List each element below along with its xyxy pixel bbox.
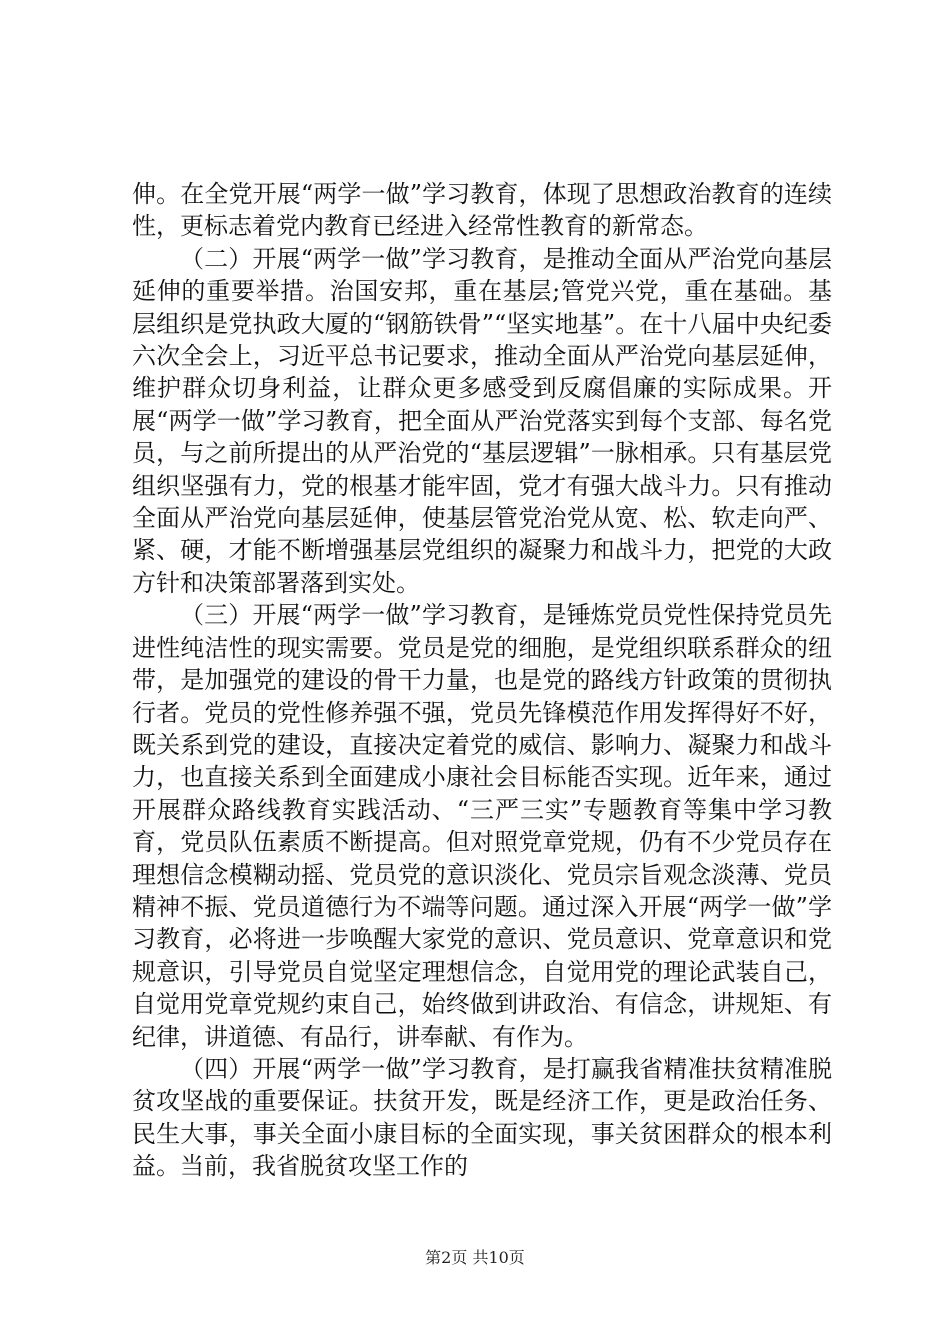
paragraph-continuation: 伸。在全党开展“两学一做”学习教育，体现了思想政治教育的连续性，更标志着党内教育已经进入经常性教育的新常态。	[132, 180, 832, 241]
paragraph-section-4: （四）开展“两学一做”学习教育，是打赢我省精准扶贫精准脱贫攻坚战的重要保证。扶贫开发，既是经济工作，更是政治任务、民生大事，事关全面小康目标的全面实现，事关贫困群众的根本利益。当前，我省脱贫攻坚工作的	[132, 1054, 832, 1181]
paragraph-section-2: （二）开展“两学一做”学习教育，是推动全面从严治党向基层延伸的重要举措。治国安邦，重在基层;管党兴党，重在基础。基层组织是党执政大厦的“钢筋铁骨”“坚实地基”。在十八届中央纪委六次全会上，习近平总书记要求，推动全面从严治党向基层延伸，维护群众切身利益，让群众更多感受到反腐倡廉的实际成果。开展“两学一做”学习教育，把全面从严治党落实到每个支部、每名党员，与之前所提出的从严治党的“基层逻辑”一脉相承。只有基层党组织坚强有力，党的根基才能牢固，党才有强大战斗力。只有推动全面从严治党向基层延伸，使基层管党治党从宽、松、软走向严、紧、硬，才能不断增强基层党组织的凝聚力和战斗力，把党的大政方针和决策部署落到实处。	[132, 244, 832, 597]
document-body	[132, 178, 832, 1183]
paragraph-section-3: （三）开展“两学一做”学习教育，是锤炼党员党性保持党员先进性纯洁性的现实需要。党员是党的细胞，是党组织联系群众的纽带，是加强党的建设的骨干力量，也是党的路线方针政策的贯彻执行者。党员的党性修养强不强，党员先锋模范作用发挥得好不好，既关系到党的建设，直接决定着党的威信、影响力、凝聚力和战斗力，也直接关系到全面建成小康社会目标能否实现。近年来，通过开展群众路线教育实践活动、“三严三实”专题教育等集中学习教育，党员队伍素质不断提高。但对照党章党规，仍有不少党员存在理想信念模糊动摇、党员党的意识淡化、党员宗旨观念淡薄、党员精神不振、党员道德行为不端等问题。通过深入开展“两学一做”学习教育，必将进一步唤醒大家党的意识、党员意识、党章意识和党规意识，引导党员自觉坚定理想信念，自觉用党的理论武装自己，自觉用党章党规约束自己，始终做到讲政治、有信念，讲规矩、有纪律，讲道德、有品行，讲奉献、有作为。	[132, 601, 832, 1051]
page-number-label: 第2页 共10页	[425, 1248, 525, 1267]
page-footer	[0, 1245, 950, 1268]
